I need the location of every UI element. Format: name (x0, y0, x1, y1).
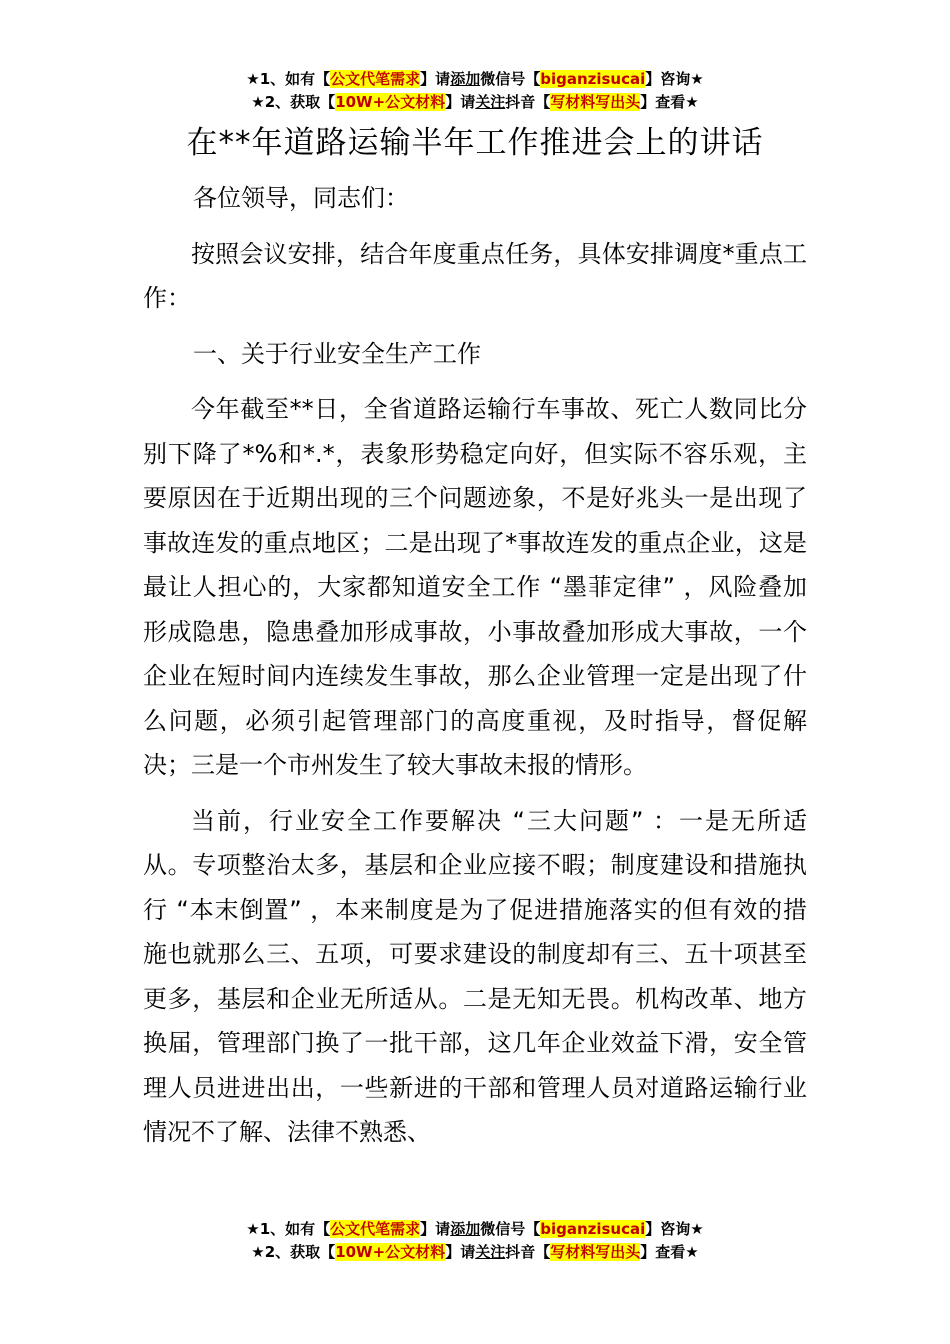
underlined-text: 添加 (450, 70, 481, 88)
promo-line-2: ★2、获取【10W+公文材料】请关注抖音【写材料写出头】查看★ (251, 93, 699, 111)
highlight-text: 10W+公文材料 (335, 93, 446, 111)
wechat-id: biganzisucai (540, 1220, 646, 1238)
underlined-text: 添加 (450, 1220, 481, 1238)
section-heading: 一、关于行业安全生产工作 (193, 339, 481, 368)
paragraph: 当前，行业安全工作要解决 “三大问题” ：一是无所适从。专项整治太多，基层和企业应接不暇；制度建设和措施执行 “本末倒置” ，本来制度是为了促进措施落实的但有效的措施也就那么三、五项，可要求建设的制度却有三、五十项甚至更多，基层和企业无所适从。二是无知无畏。机构改革、地方换届，管理部门换了一批干部，这几年企业效益下滑，安全管理人员进进出出，一些新进的干部和管理人员对道路运输行业情况不了解、法律不熟悉、 (143, 806, 807, 1146)
douyin-account: 写材料写出头 (550, 93, 641, 111)
douyin-account: 写材料写出头 (550, 1243, 641, 1261)
underlined-text: 关注 (475, 93, 506, 111)
paragraph: 今年截至**日，全省道路运输行车事故、死亡人数同比分别下降了*%和*.*，表象形势稳定向好，但实际不容乐观，主要原因在于近期出现的三个问题迹象，不是好兆头一是出现了事故连发的重点地区；二是出现了*事故连发的重点企业，这是最让人担心的，大家都知道安全工作 “墨菲定律” ，风险叠加形成隐患，隐患叠加形成事故，小事故叠加形成大事故，一个企业在短时间内连续发生事故，那么企业管理一定是出现了什么问题，必须引起管理部门的高度重视，及时指导，督促解决；三是一个市州发生了较大事故未报的情形。 (143, 395, 807, 779)
paragraph: 按照会议安排，结合年度重点任务，具体安排调度*重点工作： (143, 239, 807, 312)
promo-banner-bottom (0, 1218, 950, 1264)
promo-line-2: ★2、获取【10W+公文材料】请关注抖音【写材料写出头】查看★ (251, 1243, 699, 1261)
document-title: 在**年道路运输半年工作推进会上的讲话 (186, 125, 764, 161)
highlight-text: 公文代笔需求 (330, 70, 421, 88)
promo-line-1: ★1、如有【公文代笔需求】请添加微信号【biganzisucai】咨询★ (246, 1220, 704, 1238)
promo-banner-top (0, 68, 950, 114)
document-body (143, 176, 807, 1166)
salutation: 各位领导，同志们： (193, 184, 409, 212)
underlined-text: 关注 (475, 1243, 506, 1261)
wechat-id: biganzisucai (540, 70, 646, 88)
highlight-text: 公文代笔需求 (330, 1220, 421, 1238)
promo-line-1: ★1、如有【公文代笔需求】请添加微信号【biganzisucai】咨询★ (246, 70, 704, 88)
highlight-text: 10W+公文材料 (335, 1243, 446, 1261)
